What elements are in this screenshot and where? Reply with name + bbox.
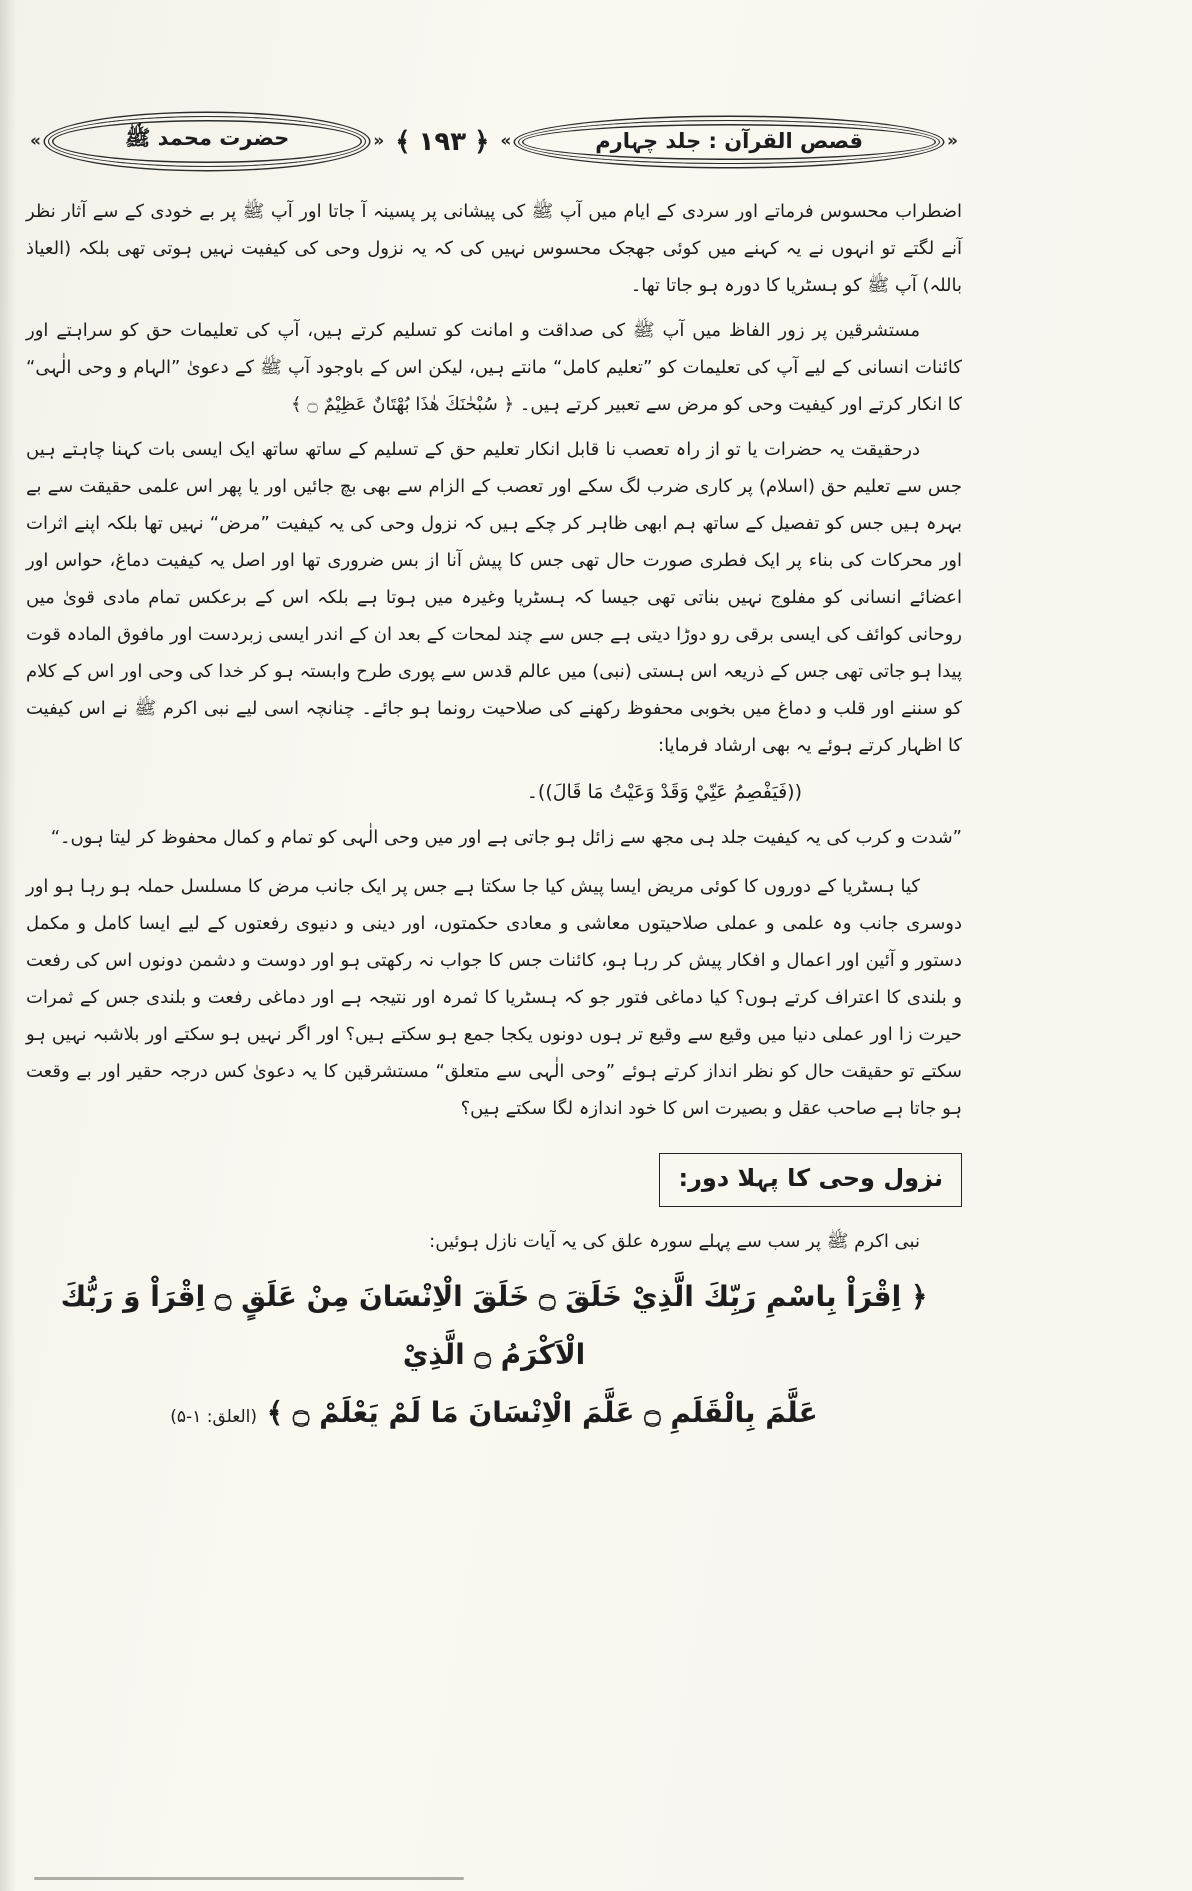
section-heading-row xyxy=(26,1135,962,1223)
page-header xyxy=(30,116,958,167)
chapter-title-cartouche xyxy=(48,116,366,167)
page-number-block xyxy=(391,127,493,157)
paragraph-refutation: درحقیقت یہ حضرات یا تو از راہ تعصب نا قابل انکار تعلیم حق کے تسلیم کے ساتھ ساتھ ایک ایسی بات کہنا چاہتے ہیں جس سے تعلیم حق (اسلام) پر کاری ضرب لگ سکے اور تعصب کے الزام سے بھی بچ جائیں اور یا پھر اس علمی حقیقت سے بے بہرہ ہیں جس کو تفصیل کے ساتھ ہم ابھی ظاہر کر چکے ہیں کہ نزول وحی کی یہ کیفیت ”مرض“ نہیں تھا بلکہ اپنے اثرات اور محرکات کی بناء پر ایک فطری صورت حال تھی جس کا پیش آنا از بس ضروری تھا اور اصل یہ کیفیت دماغ، حواس اور اعضائے انسانی کو مفلوج نہیں بناتی تھی جیسا کہ ہسٹریا وغیرہ میں ہوتا ہے بلکہ اس کے برعکس تمام مادی قویٰ میں روحانی کوائف کی ایسی برقی رو دوڑا دیتی ہے جس سے چند لمحات کے بعد ان کے اندر ایسی زبردست اور مافوق المادہ قوت پیدا ہو جاتی تھی جس کے ذریعہ اس ہستی (نبی) میں عالم قدس سے پوری طرح وابستہ ہو کر خدا کی وحی اور اس کے کلام کو سننے اور قلب و دماغ میں بخوبی محفوظ رکھنے کی صلاحیت رونما ہو جائے۔ چنانچہ اسی لیے نبی اکرم ﷺ نے اس کیفیت کا اظہار کرتے ہوئے یہ بھی ارشاد فرمایا: xyxy=(26,439,962,756)
ornate-bracket-icon: ﴾ xyxy=(395,126,411,157)
section-heading: نزول وحی کا پہلا دور: xyxy=(659,1153,962,1207)
ornate-bracket-icon: ﴿ xyxy=(474,126,490,157)
band-junction-ornament-icon: » xyxy=(500,131,512,151)
band-end-ornament-icon: » xyxy=(30,131,41,151)
scan-smudge xyxy=(34,1877,464,1880)
quran-verse-line-1: ﴿ اِقْرَاْ بِاسْمِ رَبِّكَ الَّذِيْ خَلَقَ ۝ خَلَقَ الْاِنْسَانَ مِنْ عَلَقٍ ۝ اِقْرَاْ وَ رَبُّكَ الْاَكْرَمُ ۝ الَّذِيْ xyxy=(60,1280,928,1371)
book-title-cartouche xyxy=(518,120,940,164)
paragraph-hysteria-argument: کیا ہسٹریا کے دوروں کا کوئی مریض ایسا پیش کیا جا سکتا ہے جس پر ایک جانب مرض کا مسلسل حملہ ہو رہا ہو اور دوسری جانب وہ علمی و عملی صلاحیتوں معاشی و معادی حکمتوں، اور دینی و دنیوی رفعتوں کے لیے ایسا کامل و مکمل دستور و آئین اور اعمال و افکار پیش کر رہا ہو، کائنات جس کا جواب نہ رکھتی ہو اور دوست و دشمن دونوں اس کی رفعت و بلندی کا اعتراف کرتے ہوں؟ کیا دماغی فتور جو کہ ہسٹریا کا ثمرہ اور نتیجہ ہے اور دماغی رفعت و بلندی جس کے ثمرات حیرت زا اور عملی دنیا میں وقیع سے وقیع تر ہوں دونوں یکجا جمع ہو سکتے ہیں؟ اور اگر نہیں ہو سکتے اور بلاشبہ نہیں ہو سکتے تو حقیقت حال کو نظر انداز کرتے ہوئے ”وحی الٰہی سے متعلق“ مستشرقین کا یہ دعویٰ کس درجہ حقیر اور بے وقعت ہو جاتا ہے صاحب عقل و بصیرت اس کا خود اندازہ لگا سکتے ہیں؟ xyxy=(26,876,962,1119)
book-title: قصص القرآن : جلد چہارم xyxy=(595,128,864,153)
band-junction-ornament-icon: « xyxy=(373,131,385,151)
body-text xyxy=(26,193,962,1446)
hadith-arabic-quote: ((فَيَفْصِمُ عَنِّيْ وَقَدْ وَعَيْتُ مَا قَالَ))۔ xyxy=(526,781,802,803)
page-number: ۱۹۳ xyxy=(418,126,467,157)
band-end-ornament-icon: « xyxy=(947,131,958,151)
verse-reference: (العلق: ۱-۵) xyxy=(170,1407,258,1427)
quran-verse-line-2 xyxy=(26,1384,962,1446)
chapter-title: حضرت محمد ﷺ xyxy=(124,126,290,150)
paragraph-continuation: اضطراب محسوس فرماتے اور سردی کے ایام میں آپ ﷺ کی پیشانی پر پسینہ آ جاتا اور آپ ﷺ پر بے خودی کے سے آثار نظر آنے لگتے تو انہوں نے یہ کہنے میں کوئی جھجک محسوس نہیں کی کہ یہ نزول وحی کی کیفیت نہیں ہوتی تھی بلکہ (العیاذ باللہ) آپ ﷺ کو ہسٹریا کا دورہ ہو جاتا تھا۔ xyxy=(26,201,962,296)
paragraph-orientalists-claim: مستشرقین پر زور الفاظ میں آپ ﷺ کی صداقت و امانت کو تسلیم کرتے ہیں، آپ کی تعلیمات حق کو سراہتے اور کائنات انسانی کے لیے آپ کی تعلیمات کو ”تعلیم کامل“ مانتے ہیں، لیکن اس کے باوجود آپ ﷺ کے دعویٰ ”الہام و وحی الٰہی“ کا انکار کرتے اور کیفیت وحی کو مرض سے تعبیر کرتے ہیں۔ ﴿ سُبْحٰنَكَ هٰذَا بُهْتَانٌ عَظِيْمٌ ۝ ﴾ xyxy=(26,320,962,415)
page-content xyxy=(26,116,962,1446)
quran-verse-block xyxy=(26,1268,962,1446)
quran-verse-line-2-text: عَلَّمَ بِالْقَلَمِ ۝ عَلَّمَ الْاِنْسَانَ مَا لَمْ يَعْلَمْ ۝ ﴾ xyxy=(266,1396,818,1429)
section-intro-line: نبی اکرم ﷺ پر سب سے پہلے سورہ علق کی یہ آیات نازل ہوئیں: xyxy=(429,1231,920,1252)
hadith-urdu-translation: ”شدت و کرب کی یہ کیفیت جلد ہی مجھ سے زائل ہو جاتی ہے اور میں وحی الٰہی کو تمام و کمال محفوظ کر لیتا ہوں۔“ xyxy=(50,827,962,848)
